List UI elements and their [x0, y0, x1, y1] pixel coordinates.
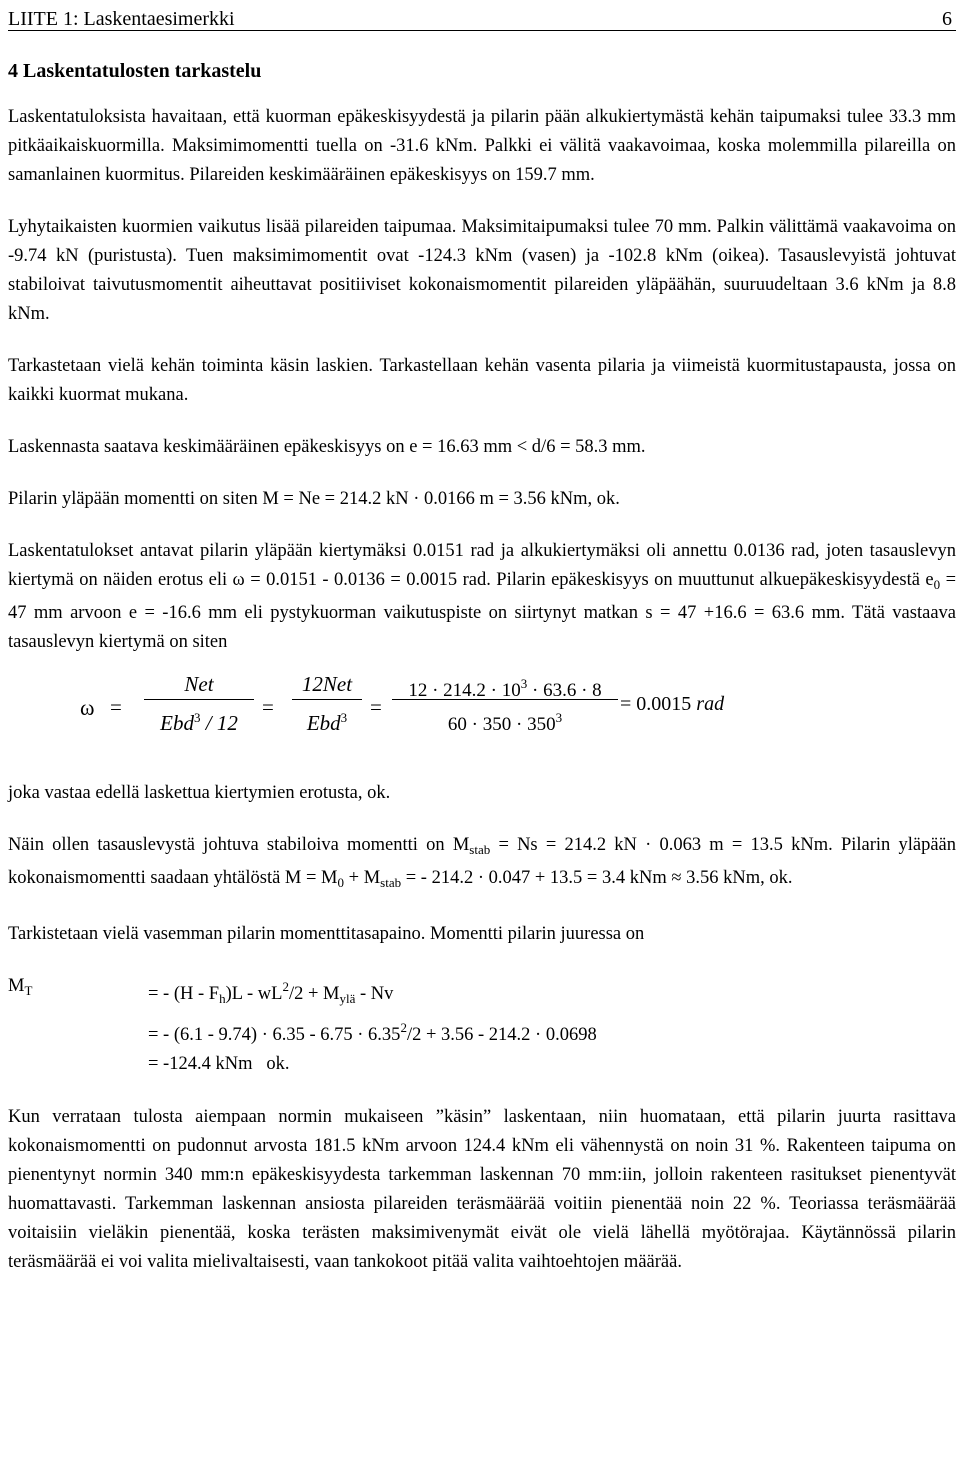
- paragraph-4: Laskennasta saatava keskimääräinen epäkeskisyys on e = 16.63 mm < d/6 = 58.3 mm.: [8, 437, 646, 457]
- moment-calculation: [8, 972, 956, 1079]
- fraction-3-numerator: $12 \cdot 214.2 \cdot 10^3 \cdot 63.6 \cdot 8$: [408, 676, 602, 701]
- moment-line-2: = - $(6.1 - 9.74) \cdot 6.35 - 6.75 \cdot 6.35^2/2 + 3.56 - 214.2 \cdot 0.0698$: [148, 1020, 597, 1045]
- paragraph-5: Pilarin yläpään momentti on siten M = Ne = 214.2 kN · 0.0166 m = 3.56 kNm, ok.: [8, 489, 620, 509]
- moment-line-3: = -124.4 kNm ok.: [148, 1054, 290, 1074]
- page-number: 6: [942, 8, 952, 30]
- moment-line-1: = - $(H - F_h)L - wL^2/2 + M_{ylä} - Nv$: [148, 979, 394, 1006]
- omega-symbol: ω: [80, 695, 95, 720]
- moment-label: $M_T$: [8, 976, 33, 998]
- fraction-2: [292, 669, 362, 737]
- paragraph-7: joka vastaa edellä laskettua kiertymien erotusta, ok.: [8, 783, 391, 803]
- equals-sign-2: =: [262, 695, 274, 719]
- fraction-2-denominator: Ebd$^3$: [292, 699, 362, 737]
- paragraph-8: Näin ollen tasauslevystä johtuva stabiloiva momentti on $M_{stab} = Ns = 214.2$ kN · 0.063 m = 13.5 kNm. Pilarin yläpään kokonaismomentti saadaan yhtälöstä $M = M_0 + M_{stab}$ = - 214.2 · 0.047 + 13.5 = 3.4 kNm ≈ 3.56 kNm, ok.: [8, 835, 956, 890]
- paragraph-6: Laskentatulokset antavat pilarin yläpään kiertymäksi 0.0151 rad ja alkukiertymäksi oli annettu 0.0136 rad, joten tasauslevyn kiertymä on näiden erotus eli ω = 0.0151 - 0.0136 = 0.0015 rad. Pilarin epäkeskisyys on muuttunut alkuepäkeskisyydestä $e_0 = 47$ mm arvoon e = -16.6 mm eli pystykuorman vaikutuspiste on siirtynyt matkan s = 47 +16.6 = 63.6 mm. Tätä vastaava tasauslevyn kiertymä on siten: [8, 541, 957, 652]
- document-page: [8, 0, 956, 1277]
- fraction-3-denominator: $60 \cdot 350 \cdot 350^3$: [392, 699, 618, 739]
- fraction-3: [392, 669, 618, 739]
- header-title: LIITE 1: Laskentaesimerkki: [8, 8, 235, 30]
- section-title: 4 Laskentatulosten tarkastelu: [8, 60, 262, 82]
- fraction-1-numerator: Net: [184, 672, 214, 696]
- equals-sign-3: =: [370, 695, 382, 719]
- paragraph-9: Tarkistetaan vielä vasemman pilarin momenttitasapaino. Momentti pilarin juuressa on: [8, 924, 645, 944]
- equals-sign-1: =: [110, 695, 122, 719]
- paragraph-10: Kun verrataan tulosta aiempaan normin mukaiseen ”käsin” laskentaan, niin huomataan, että pilarin juurta rasittava kokonaismomentti on pudonnut arvosta 181.5 kNm arvoon 124.4 kNm eli vähennystä on noin 31 %. Rakenteen taipuma on pienentynyt normin 340 mm:n epäkeskisyydesta tarkemman laskennan 70 mm:iin, jolloin rakenteen rasitukset pienentyvät huomattavasti. Tarkemman laskennan ansiosta pilareiden teräsmäärää voitiin pienentää noin 22 %. Teoriassa teräsmäärää voitaisiin vieläkin pienentää, koska terästen maksimivenymät eivät ole vielä lähellä myötörajaa. Käytännössä pilarin teräsmäärää ei voi valita mielivaltaisesti, vaan tankokoot pitää valita vaihtoehtojen määrää.: [8, 1107, 956, 1272]
- paragraph-2: Lyhytaikaisten kuormien vaikutus lisää pilareiden taipumaa. Maksimitaipumaksi tulee 70 mm. Palkin välittämä vaakavoima on -9.74 kN (puristusta). Tuen maksimimomentit ovat -124.3 kNm (vasen) ja -102.8 kNm (oikea). Tasauslevyistä johtuvat stabiloivat taivutusmomentit aiheuttavat positiiviset kokonaismomentit pilareiden yläpäähän, suuruudeltaan 3.6 kNm ja 8.8 kNm.: [8, 217, 956, 324]
- paragraph-3: Tarkastetaan vielä kehän toiminta käsin laskien. Tarkastellaan kehän vasenta pilaria ja viimeistä kuormitustapausta, jossa on kaikki kuormat mukana.: [8, 356, 956, 405]
- fraction-2-numerator: 12Net: [301, 672, 353, 696]
- paragraph-1: Laskentatuloksista havaitaan, että kuorman epäkeskisyydestä ja pilarin pään alkukiertymästä kehän taipumaksi tulee 33.3 mm pitkäaikaiskuormilla. Maksimimomentti tuella on -31.6 kNm. Palkki ei välitä vaakavoimaa, koska molemmilla pilareilla on samanlainen kuormitus. Pilareiden keskimääräinen epäkeskisyys on 159.7 mm.: [8, 107, 956, 185]
- fraction-1: [144, 669, 254, 737]
- page-header: [8, 0, 956, 31]
- fraction-1-denominator: Ebd$^3$ / 12: [144, 699, 254, 737]
- equation-result: = 0.0015 rad: [620, 693, 725, 715]
- rotation-equation: [8, 669, 956, 763]
